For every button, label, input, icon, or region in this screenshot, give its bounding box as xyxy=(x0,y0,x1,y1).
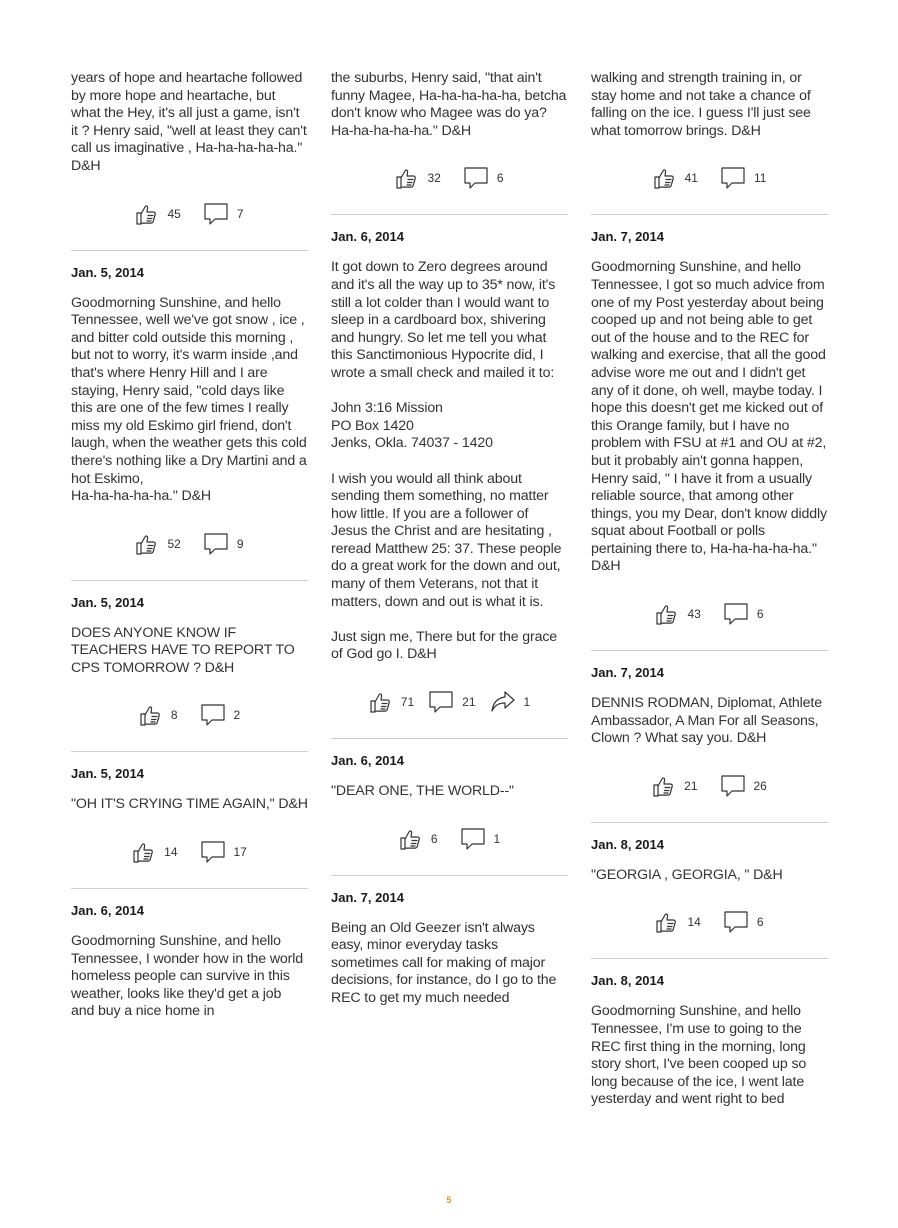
like-action[interactable] xyxy=(135,202,180,226)
post-text: "OH IT'S CRYING TIME AGAIN," D&H xyxy=(71,796,308,813)
like-action[interactable] xyxy=(655,602,700,626)
comment-action[interactable] xyxy=(723,910,764,934)
like-count: 21 xyxy=(684,778,698,793)
comment-count: 6 xyxy=(496,171,504,186)
like-icon xyxy=(399,827,423,851)
comment-count: 2 xyxy=(233,708,241,723)
post-date: Jan. 7, 2014 xyxy=(591,665,664,681)
like-action[interactable] xyxy=(653,166,698,190)
comment-count: 1 xyxy=(493,831,501,846)
like-count: 8 xyxy=(170,708,178,723)
post-date: Jan. 6, 2014 xyxy=(331,753,404,769)
share-action[interactable] xyxy=(490,690,531,714)
like-icon xyxy=(135,532,159,556)
like-count: 43 xyxy=(687,607,701,622)
comment-count: 9 xyxy=(236,536,244,551)
comment-icon xyxy=(723,910,749,934)
like-icon xyxy=(135,202,159,226)
post-actions xyxy=(331,686,568,718)
post-text: Goodmorning Sunshine, and hello Tennessee, I wonder how in the world homeless people can survive in this weather, looks like they'd get a job and buy a nice home in xyxy=(71,933,303,1020)
post xyxy=(331,215,568,739)
post-date: Jan. 7, 2014 xyxy=(331,889,404,905)
column-left xyxy=(71,58,308,1021)
like-action[interactable] xyxy=(139,703,178,727)
post-text: Being an Old Geezer isn't always easy, minor everyday tasks sometimes call for making of major decisions, for instance, do I go to the REC to get my much needed xyxy=(331,919,557,1006)
post-actions xyxy=(591,906,828,938)
like-action[interactable] xyxy=(399,827,438,851)
like-count: 41 xyxy=(684,171,698,186)
post-date: Jan. 7, 2014 xyxy=(591,229,664,245)
like-icon xyxy=(655,602,679,626)
post-actions xyxy=(591,598,828,630)
comment-count: 21 xyxy=(462,695,476,710)
post xyxy=(71,581,308,753)
post-date: Jan. 5, 2014 xyxy=(71,766,144,782)
like-count: 14 xyxy=(164,845,178,860)
post-actions xyxy=(71,528,308,560)
like-icon xyxy=(139,703,163,727)
comment-count: 11 xyxy=(753,171,767,186)
column-middle xyxy=(331,58,568,1008)
comment-icon xyxy=(720,166,746,190)
post-date: Jan. 5, 2014 xyxy=(71,264,144,280)
comment-action[interactable] xyxy=(203,202,244,226)
comment-count: 7 xyxy=(236,206,244,221)
post xyxy=(591,823,828,960)
column-right xyxy=(591,58,828,1109)
comment-icon xyxy=(428,690,454,714)
like-action[interactable] xyxy=(652,774,697,798)
post-actions xyxy=(71,836,308,868)
comment-icon xyxy=(463,166,489,190)
comment-count: 17 xyxy=(233,845,247,860)
like-action[interactable] xyxy=(369,690,414,714)
comment-icon xyxy=(203,202,229,226)
share-icon xyxy=(490,690,516,714)
post-actions xyxy=(331,823,568,855)
post xyxy=(71,251,308,581)
like-count: 6 xyxy=(430,831,438,846)
post-actions xyxy=(71,699,308,731)
comment-action[interactable] xyxy=(720,774,767,798)
like-icon xyxy=(652,774,676,798)
comment-action[interactable] xyxy=(203,532,244,556)
like-action[interactable] xyxy=(132,840,177,864)
share-count: 1 xyxy=(523,695,531,710)
post xyxy=(71,752,308,889)
post xyxy=(71,58,308,251)
like-action[interactable] xyxy=(395,166,440,190)
comment-count: 6 xyxy=(756,915,764,930)
post xyxy=(591,959,828,1109)
post-text: Goodmorning Sunshine, and hello Tennessee, I'm use to going to the REC first thing in the morning, long story short, I've been cooped up so long because of the ice, I went late yesterday and went right to bed xyxy=(591,1003,807,1108)
post-text: years of hope and heartache followed by more hope and heartache, but what the Hey, it's all just a game, isn't it ? Henry said, "well at least they can't call us imaginative , Ha-ha-ha-ha-ha." D&H xyxy=(71,70,307,174)
like-count: 52 xyxy=(167,536,181,551)
like-action[interactable] xyxy=(655,910,700,934)
comment-icon xyxy=(723,602,749,626)
comment-icon xyxy=(200,840,226,864)
post-date: Jan. 5, 2014 xyxy=(71,594,144,610)
post xyxy=(591,58,828,215)
comment-action[interactable] xyxy=(200,703,241,727)
post-text: the suburbs, Henry said, "that ain't funny Magee, Ha-ha-ha-ha-ha, betcha don't know who Magee was do ya? Ha-ha-ha-ha-ha." D&H xyxy=(331,70,567,139)
post xyxy=(331,876,568,1008)
comment-icon xyxy=(203,532,229,556)
post-actions xyxy=(591,162,828,194)
like-icon xyxy=(395,166,419,190)
like-action[interactable] xyxy=(135,532,180,556)
post-text: DOES ANYONE KNOW IF TEACHERS HAVE TO REPORT TO CPS TOMORROW ? D&H xyxy=(71,624,295,676)
post xyxy=(71,889,308,1021)
comment-action[interactable] xyxy=(428,690,475,714)
post xyxy=(591,651,828,823)
comment-action[interactable] xyxy=(463,166,504,190)
comment-action[interactable] xyxy=(200,840,247,864)
post-actions xyxy=(71,198,308,230)
post-text: It got down to Zero degrees around and it's all the way up to 35* now, it's still a lot colder than I would want to sleep in a cardboard box, shivering and hungry. So let me tell you what this Sanctimonious Hypocrite did, I wrote a small check and mailed it to: John 3:16 Mission PO Box 1420 Jenks, Okla. 74037 - 1420 I wish you would all think about sending them something, no matter how little. If you are a follower of Jesus the Christ and are hesitating , reread Matthew 25: 37. These people do a great work for the down and out, many of them Veterans, not that it matters, down and out is what it is. Just sign me, There but for the grace of God go I. D&H xyxy=(331,259,562,663)
like-icon xyxy=(369,690,393,714)
post-text: DENNIS RODMAN, Diplomat, Athlete Ambassador, A Man For all Seasons, Clown ? What say you. D&H xyxy=(591,695,822,747)
page-number: 5 xyxy=(446,1195,452,1205)
like-count: 45 xyxy=(167,206,181,221)
post-text: walking and strength training in, or stay home and not take a chance of falling on the ice. I guess I'll just see what tomorrow brings. D&H xyxy=(591,70,811,139)
post-date: Jan. 8, 2014 xyxy=(591,973,664,989)
post-text: "DEAR ONE, THE WORLD--" xyxy=(331,783,514,800)
comment-count: 26 xyxy=(753,778,767,793)
like-count: 32 xyxy=(427,171,441,186)
comment-action[interactable] xyxy=(723,602,764,626)
post xyxy=(591,215,828,651)
post-text: "GEORGIA , GEORGIA, " D&H xyxy=(591,866,783,883)
post xyxy=(331,739,568,876)
post-actions xyxy=(331,162,568,194)
comment-action[interactable] xyxy=(720,166,766,190)
like-count: 71 xyxy=(400,695,415,710)
like-icon xyxy=(132,840,156,864)
comment-count: 6 xyxy=(756,607,764,622)
post-actions xyxy=(591,770,828,802)
like-count: 14 xyxy=(687,915,701,930)
post-text: Goodmorning Sunshine, and hello Tennessee, I got so much advice from one of my Post yesterday about being cooped up and not being able to get out of the house and to the REC for walking and exercise, that all the good advise wore me out and I didn't get any of it done, oh well, maybe today. I hope this doesn't get me kicked out of this Orange family, but I have no problem with FSU at #1 and OU at #2, but it probably ain't gonna happen, Henry said, " I have it from a usually reliable source, that among other things, you my Dear, don't know diddly squat about Football or polls pertaining there to, Ha-ha-ha-ha-ha." D&H xyxy=(591,259,827,575)
comment-icon xyxy=(720,774,746,798)
post-date: Jan. 6, 2014 xyxy=(331,229,404,245)
post-text: Goodmorning Sunshine, and hello Tennessee, well we've got snow , ice , and bitter cold outside this morning , but not to worry, it's warm inside ,and that's where Henry Hill and I are staying, Henry said, "cold days like this are one of the few times I really miss my old Eskimo girl friend, don't laugh, when the weather gets this cold there's nothing like a Dry Martini and a hot Eskimo, Ha-ha-ha-ha-ha." D&H xyxy=(71,294,307,505)
post-date: Jan. 6, 2014 xyxy=(71,903,144,919)
comment-icon xyxy=(200,703,226,727)
post-date: Jan. 8, 2014 xyxy=(591,836,664,852)
like-icon xyxy=(653,166,677,190)
comment-action[interactable] xyxy=(460,827,501,851)
comment-icon xyxy=(460,827,486,851)
like-icon xyxy=(655,910,679,934)
post xyxy=(331,58,568,215)
